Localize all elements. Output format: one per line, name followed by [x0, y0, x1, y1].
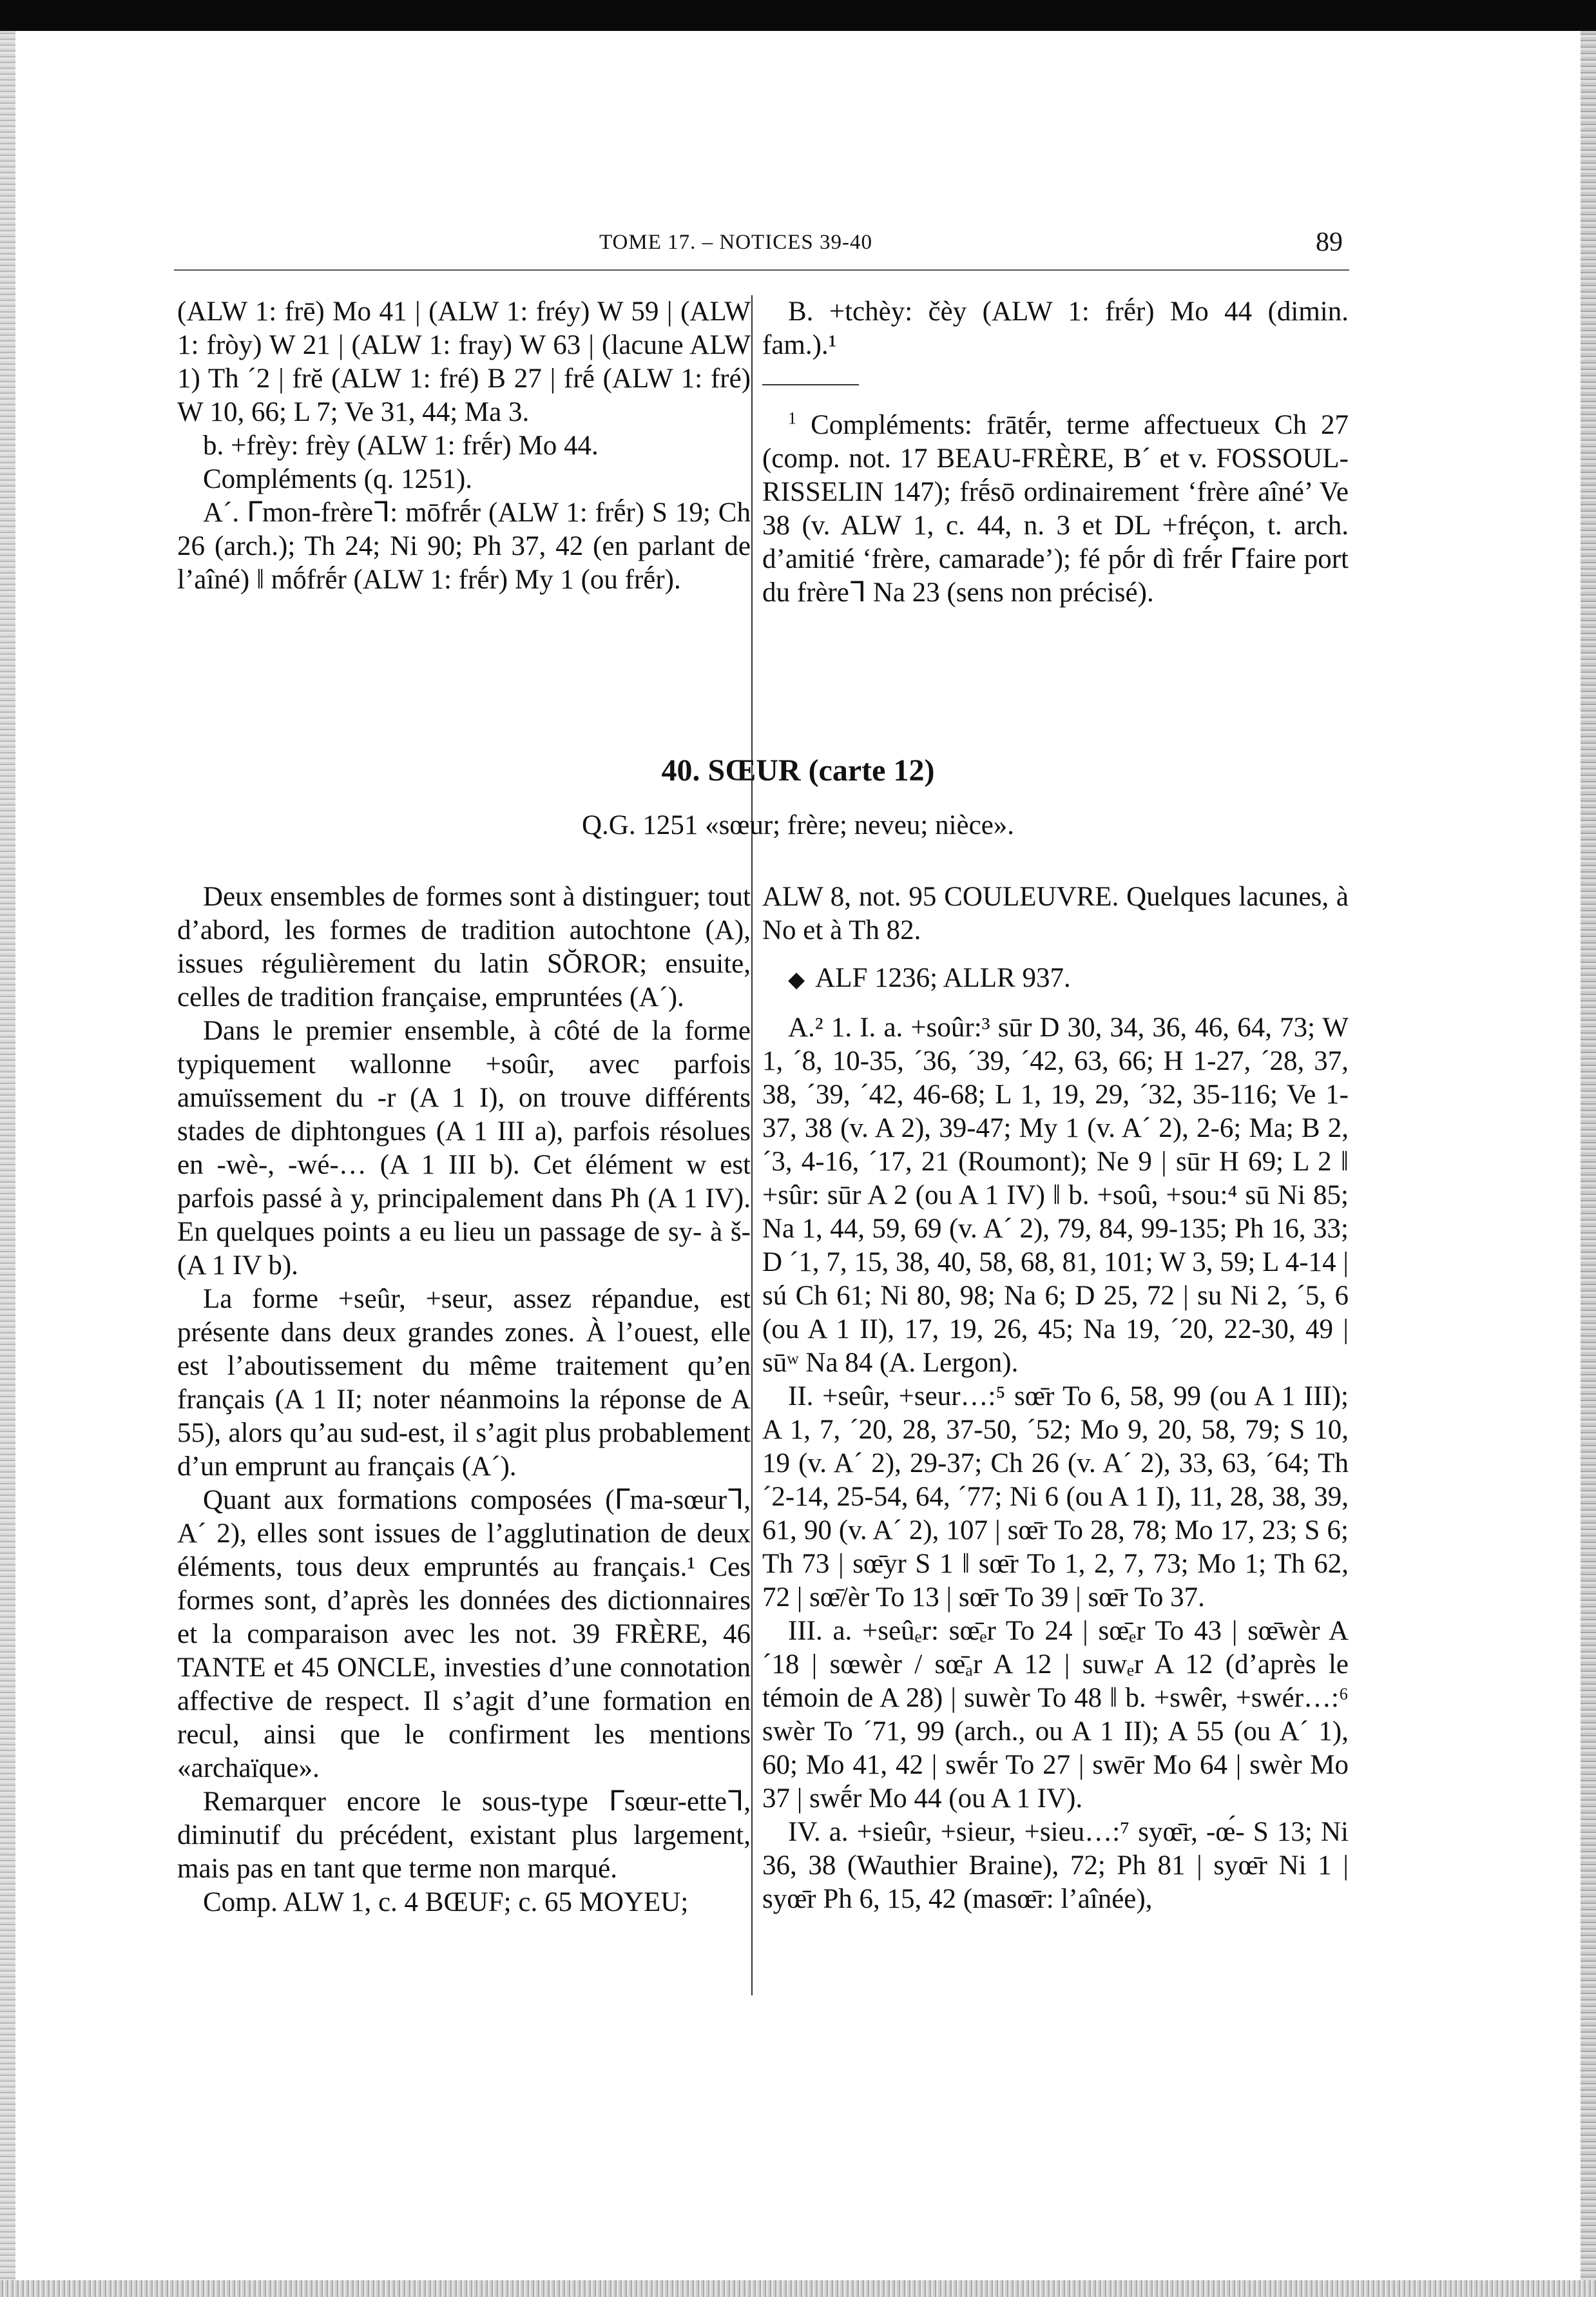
footnote-text: Compléments: frātḗr, terme affectueux Ch 27 (comp. not. 17 BEAU-FRÈRE, B´ et v. FOSSOUL-RISSELIN 147); frḗsō ordinairement ‘frère aîné’ Ve 38 (v. ALW 1, c. 44, n. 3 et DL +fréçon, t. arch. d’amitié ‘frère, camarade’); fé pṓr dì frḗr ᒥfaire port du frèreᒣ Na 23 (sens non précisé). — [762, 410, 1349, 608]
section-subtitle: Q.G. 1251 «sœur; frère; neveu; nièce». — [581, 810, 1015, 840]
paragraph: La forme +seûr, +seur, assez répandue, est présente dans deux grandes zones. À l’ouest, elle est l’aboutissement du même traitement qu’en français (A 1 II; noter néanmoins la réponse de A 55), alors qu’au sud-est, il s’agit plus probablement d’un emprunt au français (A´). — [177, 1284, 751, 1482]
paragraph: A.² 1. I. a. +soûr:³ sūr D 30, 34, 36, 46, 64, 73; W 1, ´8, 10-35, ´36, ´39, ´42, 63, 66; H 1-27, ´28, 37, 38, ´39, ´42, 46-68; L 1, 19, 29, ´32, 35-116; Ve 1-37, 38 (v. A 2), 39-47; My 1 (v. A´ 2), 2-6; Ma; B 2, ´3, 4-16, ´17, 21 (Roumont); Ne 9 | sūr H 69; L 2 ‖ +sûr: sūr A 2 (ou A 1 IV) ‖ b. +soû, +sou:⁴ sū Ni 85; Na 1, 44, 59, 69 (v. A´ 2), 79, 84, 99-135; Ph 16, 33; D ´1, 7, 15, 38, 40, 58, 68, 81, 101; W 3, 59; L 4-14 | sú Ch 61; Ni 80, 98; Na 6; D 25, 72 | su Ni 2, ´5, 6 (ou A 1 II), 17, 19, 26, 45; Na 19, ´20, 22-30, 49 | sūʷ Na 84 (A. Lergon). — [762, 1013, 1349, 1378]
footnote — [762, 409, 1349, 610]
paragraph: Deux ensembles de formes sont à distinguer; tout d’abord, les formes de tradition autochtone (A), issues régulièrement du latin SŎROR; ensuite, celles de tradition française, empruntées (A´). — [177, 882, 751, 1013]
atlas-references-text: ALF 1236; ALLR 937. — [815, 963, 1071, 993]
top-right-column — [762, 295, 1349, 610]
running-head — [174, 227, 1349, 266]
lozenge-icon: ◆ — [788, 968, 805, 992]
paragraph: II. +seûr, +seur…:⁵ sœ̄r To 6, 58, 99 (ou A 1 III); A 1, 7, ´20, 28, 37-50, ´52; Mo 9, 20, 58, 79; S 10, 19 (v. A´ 2), 29-37; Ch 26 (v. A´ 2), 33, 63, ´64; Th ´2-14, 25-54, 64, ´77; Ni 6 (ou A 1 I), 11, 28, 38, 39, 61, 90 (v. A´ 2), 107 | sœ̄r To 28, 78; Mo 17, 23; S 6; Th 73 | sœ̄yr S 1 ‖ sœ̄r To 1, 2, 7, 73; Mo 1; Th 62, 72 | sœ̄/èr To 13 | sœ̄r To 39 | sœ̄r To 37. — [762, 1381, 1349, 1613]
scan-right-edge — [1581, 31, 1596, 2280]
running-title: TOME 17. – NOTICES 39-40 — [599, 231, 872, 254]
paragraph: b. +frèy: frèy (ALW 1: frḗr) Mo 44. — [203, 431, 599, 461]
paragraph: Comp. ALW 1, c. 4 BŒUF; c. 65 MOYEU; — [203, 1887, 689, 1917]
top-left-column — [177, 295, 751, 597]
main-left-column — [177, 880, 751, 1919]
scan-top-border — [0, 0, 1596, 31]
atlas-references — [762, 962, 1349, 997]
paragraph: III. a. +seûₑr: sœ̄ₑr To 24 | sœ̄ₑr To 43 | sœ̄wèr A ´18 | sœwèr / sœ̄ₐr A 12 | suwₑr A 12 (d’après le témoin de A 28) | suwèr To 48 ‖ b. +swêr, +swér…:⁶ swèr To ´71, 99 (arch., ou A 1 II); A 55 (ou A´ 1), 60; Mo 41, 42 | swḗr To 27 | swēr Mo 64 | swèr Mo 37 | swḗr Mo 44 (ou A 1 IV). — [762, 1616, 1349, 1814]
footnote-rule — [762, 384, 859, 385]
paragraph: ALW 8, not. 95 COULEUVRE. Quelques lacunes, à No et à Th 82. — [762, 882, 1349, 945]
footnote-number: 1 — [788, 409, 796, 428]
main-right-column — [762, 880, 1349, 1916]
paragraph: Quant aux formations composées (ᒥma-sœurᒣ, A´ 2), elles sont issues de l’agglutination de deux éléments, tous deux empruntés au français.¹ Ces formes sont, d’après les données des dictionnaires et la comparaison avec les not. 39 FRÈRE, 46 TANTE et 45 ONCLE, investies d’une connotation affective de respect. Il s’agit d’une formation en recul, ainsi que le confirment les mentions «archaïque». — [177, 1485, 751, 1783]
paragraph: IV. a. +sieûr, +sieur, +sieu…:⁷ syœ̄r, -œ́- S 13; Ni 36, 38 (Wauthier Braine), 72; Ph 81 | syœ̄r Ni 1 | syœ̄r Ph 6, 15, 42 (masœ̄r: l’aînée), — [762, 1817, 1349, 1914]
paragraph: (ALW 1: frē) Mo 41 | (ALW 1: fréy) W 59 | (ALW 1: fròy) W 21 | (ALW 1: fray) W 63 | (lacune ALW 1) Th ´2 | frĕ (ALW 1: fré) B 27 | frḗ (ALW 1: fré) W 10, 66; L 7; Ve 31, 44; Ma 3. — [177, 296, 751, 427]
paragraph: B. +tchèy: čèy (ALW 1: frḗr) Mo 44 (dimin. fam.).¹ — [762, 296, 1349, 360]
paragraph: Dans le premier ensemble, à côté de la forme typiquement wallonne +soûr, avec parfois amuïssement du -r (A 1 I), on trouve différents stades de diphtongues (A 1 III a), parfois résolues en -wè-, -wé-… (A 1 III b). Cet élément w est parfois passé à y, principalement dans Ph (A 1 IV). En quelques points a eu lieu un passage de sy- à š- (A 1 IV b). — [177, 1016, 751, 1281]
section-title: 40. SŒUR (carte 12) — [661, 753, 935, 788]
paragraph: A´. ᒥmon-frèreᒣ: mōfrḗr (ALW 1: frḗr) S 19; Ch 26 (arch.); Th 24; Ni 90; Ph 37, 42 (en parlant de l’aîné) ‖ mṓfrḗr (ALW 1: frḗr) My 1 (ou frḗr). — [177, 498, 751, 595]
scan-left-edge — [0, 31, 15, 2280]
column-divider — [751, 880, 753, 1995]
header-rule — [174, 269, 1349, 271]
page-number: 89 — [1316, 228, 1343, 257]
paragraph: Compléments (q. 1251). — [203, 464, 473, 494]
paragraph: Remarquer encore le sous-type ᒥsœur-etteᒣ, diminutif du précédent, existant plus largement, mais pas en tant que terme non marqué. — [177, 1787, 751, 1884]
scan-bottom-edge — [0, 2280, 1596, 2297]
